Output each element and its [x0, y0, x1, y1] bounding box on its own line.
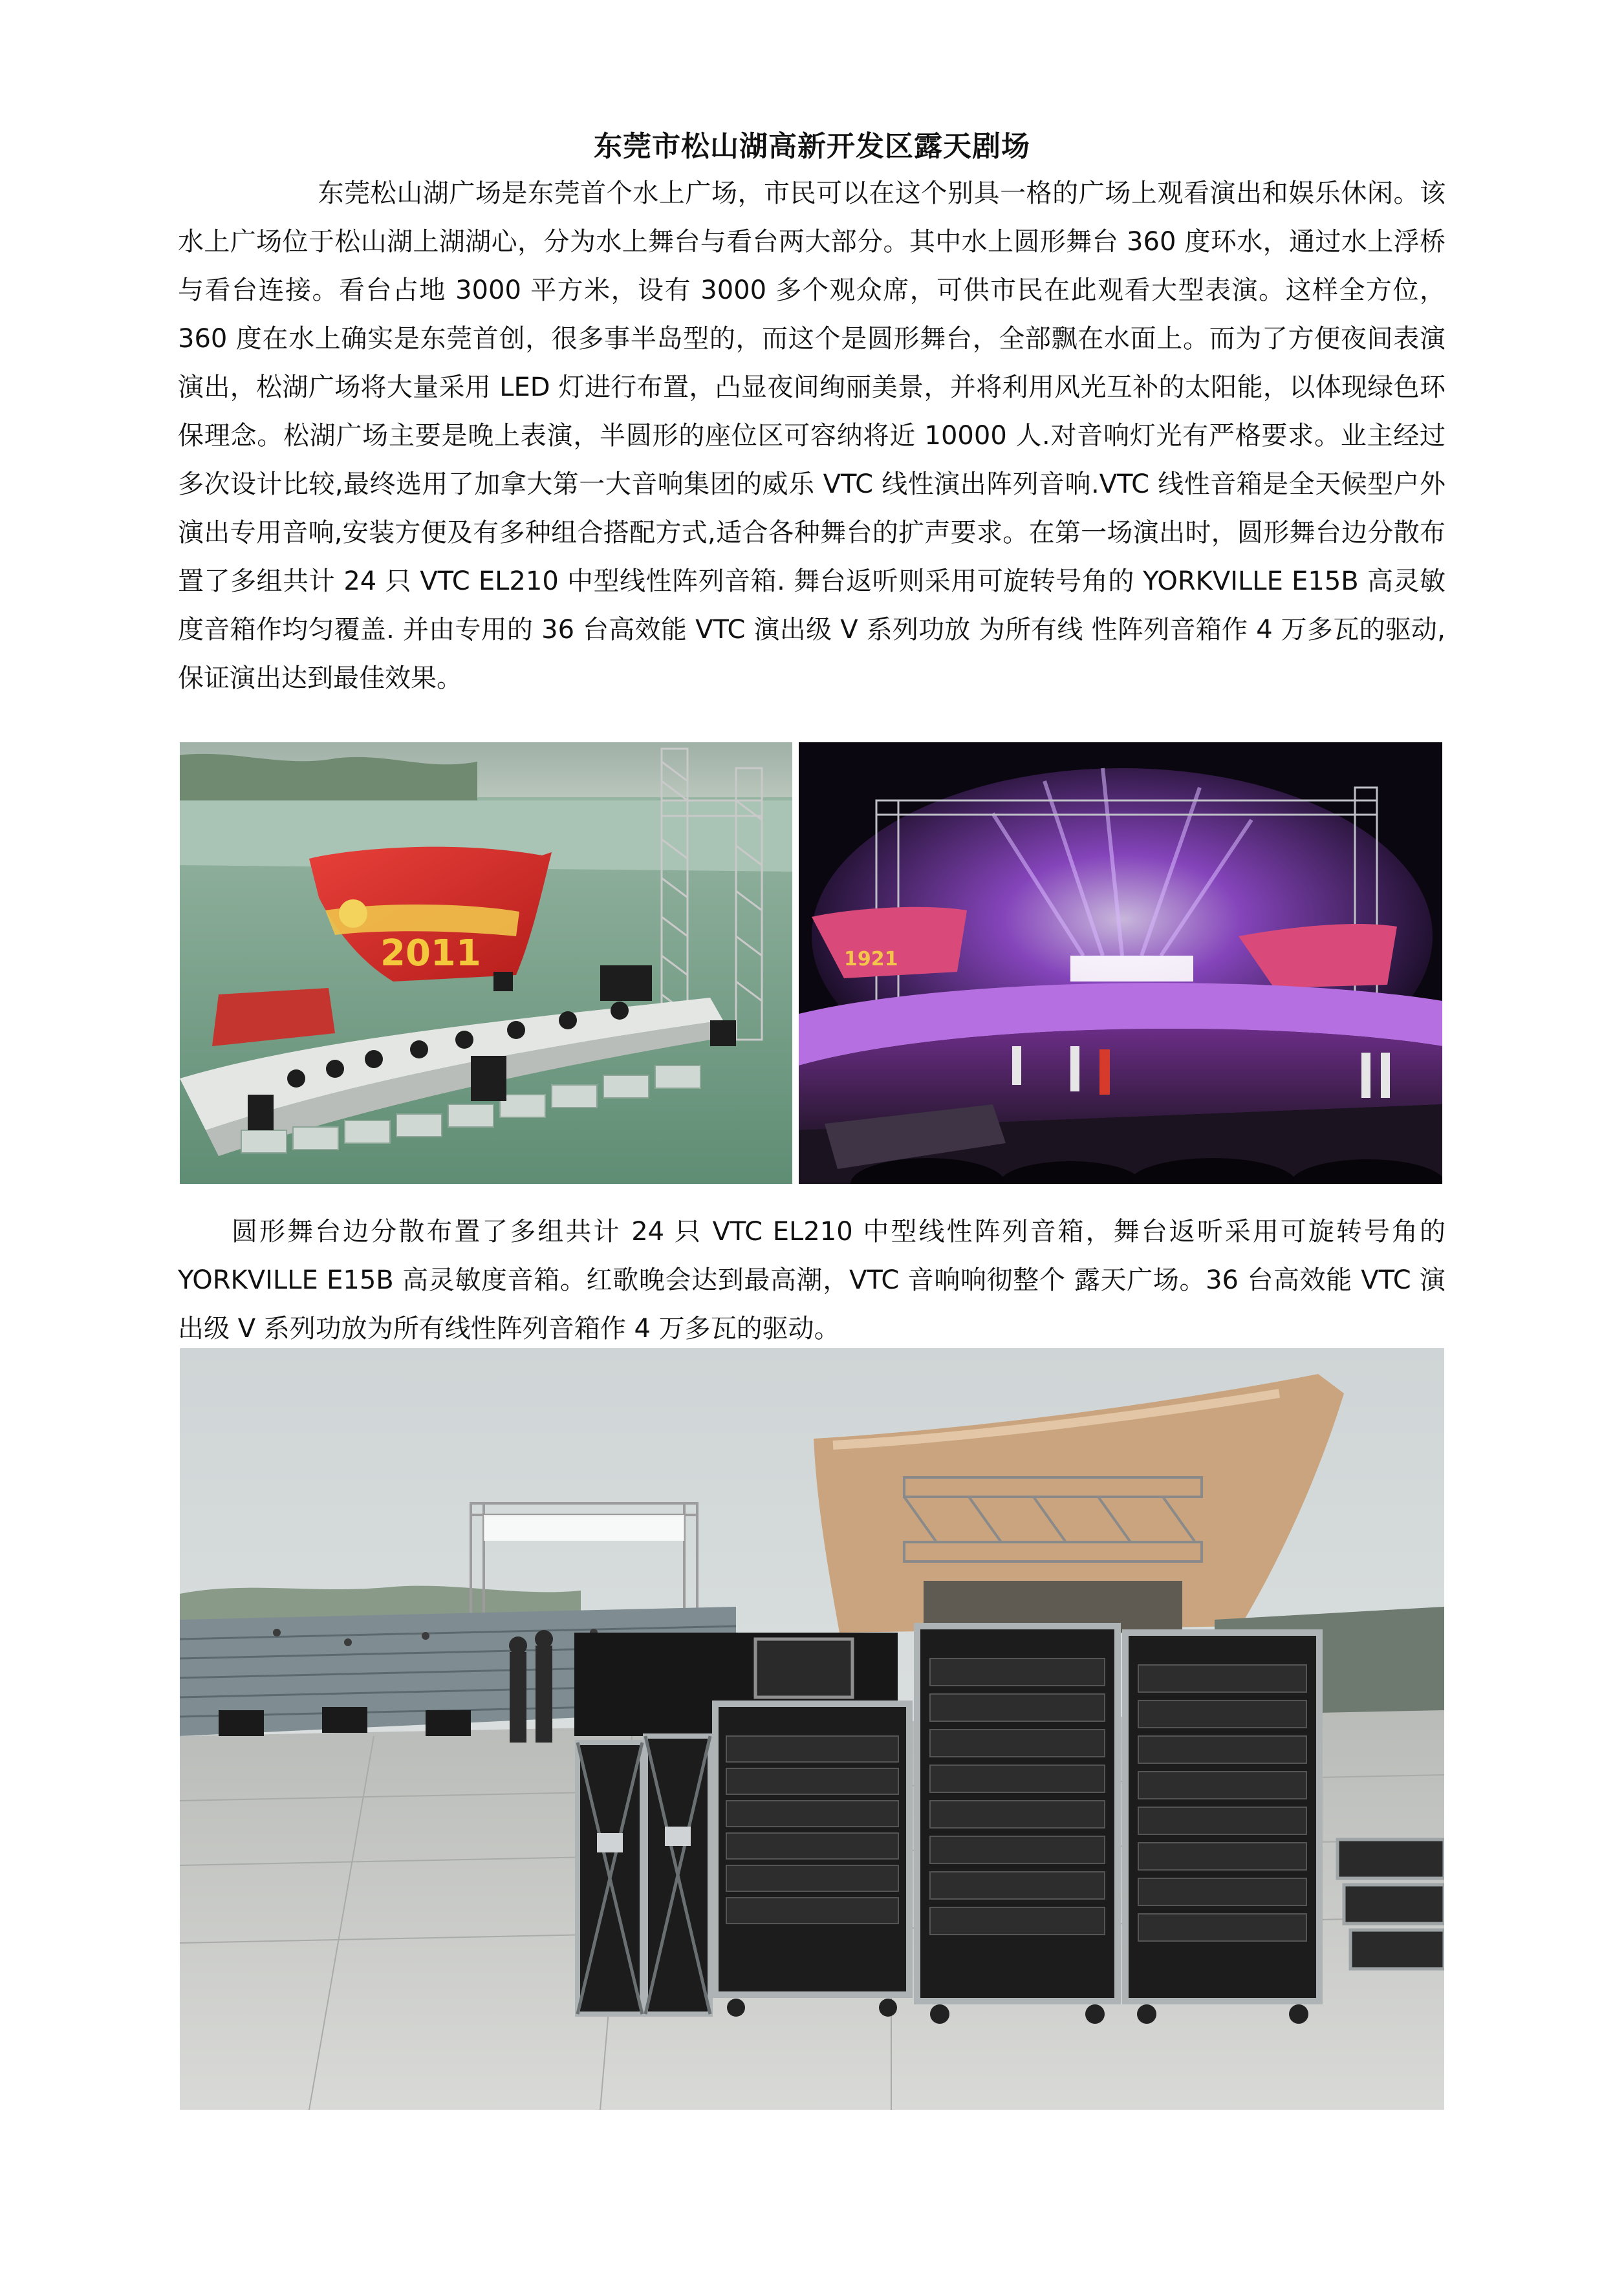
- paragraph-intro-text: 东莞松山湖广场是东莞首个水上广场，市民可以在这个别具一格的广场上观看演出和娱乐休闲。该水上广场位于松山湖上湖湖心，分为水上舞台与看台两大部分。其中水上圆形舞台 360 度环水，通过水上浮桥与看台连接。看台占地 3000 平方米，设有 3000 多个观众席，可供市民在此观看大型表演。这样全方位，360 度在水上确实是东莞首创，很多事半岛型的，而这个是圆形舞台，全部飘在水面上。而为了方便夜间表演演出，松湖广场将大量采用 LED 灯进行布置，凸显夜间绚丽美景，并将利用风光互补的太阳能，以体现绿色环保理念。松湖广场主要是晚上表演，半圆形的座位区可容纳将近 10000 人.对音响灯光有严格要求。业主经过多次设计比较,最终选用了加拿大第一大音响集团的威乐 VTC 线性演出阵列音响.VTC 线性音箱是全天候型户外演出专用音响,安装方便及有多种组合搭配方式,适合各种舞台的扩声要求。在第一场演出时，圆形舞台边分散布置了多组共计 24 只 VTC EL210 中型线性阵列音箱. 舞台返听则采用可旋转号角的 YORKVILLE E15B 高灵敏度音箱作均匀覆盖. 并由专用的 36 台高效能 VTC 演出级 V 系列功放 为所有线 性阵列音箱作 4 万多瓦的驱动, 保证演出达到最佳效果。: [178, 178, 1445, 693]
- photo-daytime-water-stage: [180, 742, 792, 1184]
- paragraph-intro: [178, 169, 1445, 703]
- night-sign-year: 1921: [844, 948, 898, 971]
- daytime-sign-year: 2011: [380, 932, 481, 974]
- paragraph-equipment: [178, 1208, 1445, 1353]
- photo-amplifier-racks: [180, 1348, 1444, 2110]
- photo-night-performance: [799, 742, 1442, 1184]
- document-title: 东莞市松山湖高新开发区露天剧场: [594, 130, 1030, 163]
- paragraph-equipment-text: 圆形舞台边分散布置了多组共计 24 只 VTC EL210 中型线性阵列音箱，舞台返听采用可旋转号角的 YORKVILLE E15B 高灵敏度音箱。红歌晚会达到最高潮，VTC 音响响彻整个 露天广场。36 台高效能 VTC 演出级 V 系列功放为所有线性阵列音箱作 4 万多瓦的驱动。: [178, 1217, 1445, 1344]
